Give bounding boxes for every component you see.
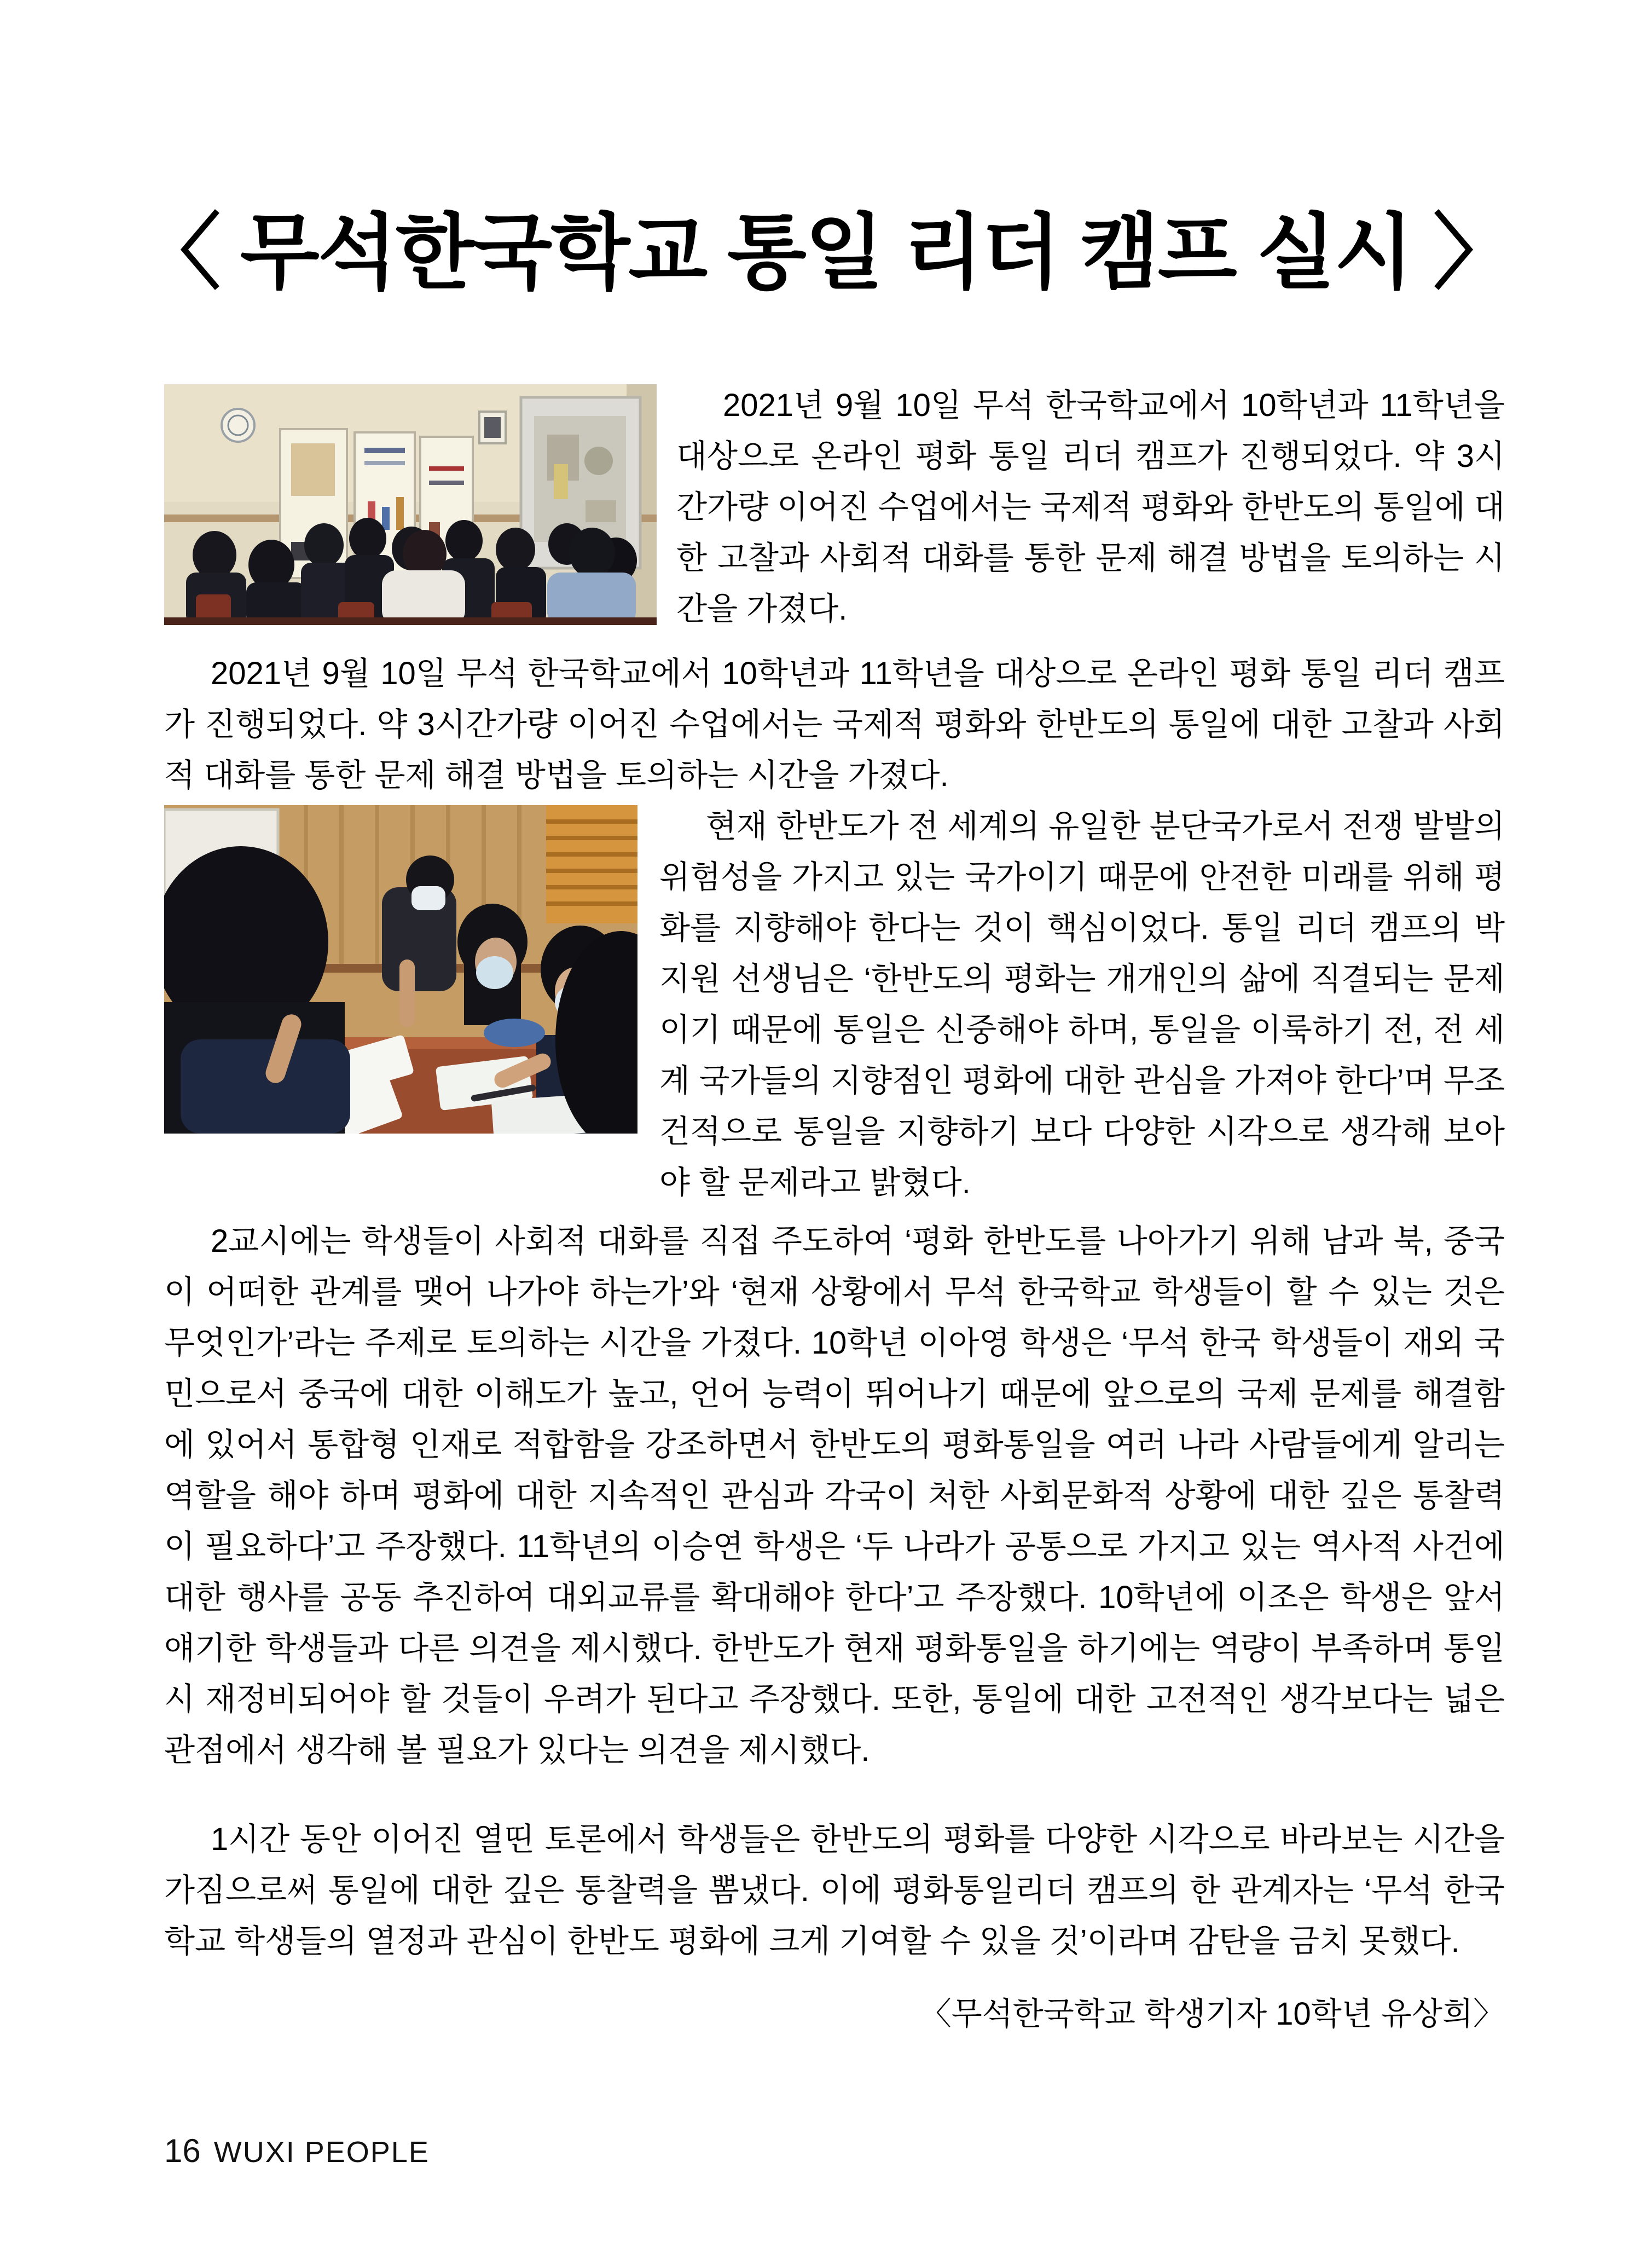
group-discussion-photo	[164, 805, 637, 1134]
discussion-section	[164, 801, 1505, 1208]
classroom-lecture-photo	[164, 384, 657, 625]
article-body	[164, 380, 1505, 2039]
lead-paragraph: 2021년 9월 10일 무석 한국학교에서 10학년과 11학년을 대상으로 온라인 평화 통일 리더 캠프가 진행되었다. 약 3시간가량 이어진 수업에서는 국제적 평화와 한반도의 통일에 대한 고찰과 사회적 대화를 통한 문제 해결 방법을 토의하는 시간을 가졌다.	[676, 387, 1505, 627]
byline: 〈무석한국학교 학생기자 10학년 유상희〉	[919, 1996, 1505, 2032]
page-footer	[164, 2132, 430, 2170]
discussion-photo-illustration	[164, 805, 637, 1134]
paragraph-3: 현재 한반도가 전 세계의 유일한 분단국가로서 전쟁 발발의 위험성을 가지고 있는 국가이기 때문에 안전한 미래를 위해 평화를 지향해야 한다는 것이 핵심이었다. 통일 리더 캠프의 박지원 선생님은 ‘한반도의 평화는 개개인의 삶에 직결되는 문제이기 때문에 통일은 신중해야 하며, 통일을 이룩하기 전, 전 세계 국가들의 지향점인 평화에 대한 관심을 가져야 한다’며 무조건적으로 통일을 지향하기 보다 다양한 시각으로 생각해 보아야 할 문제라고 밝혔다.	[659, 808, 1505, 1200]
article-title: 〈 무석한국학교 통일 리더 캠프 실시 〉	[138, 206, 1514, 298]
page-number: 16	[164, 2132, 201, 2169]
lead-section	[164, 380, 1505, 634]
paragraph-4: 2교시에는 학생들이 사회적 대화를 직접 주도하여 ‘평화 한반도를 나아가기 위해 남과 북, 중국이 어떠한 관계를 맺어 나가야 하는가’와 ‘현재 상황에서 무석 한국학교 학생들이 할 수 있는 것은 무엇인가’라는 주제로 토의하는 시간을 가졌다. 10학년 이아영 학생은 ‘무석 한국 학생들이 재외 국민으로서 중국에 대한 이해도가 높고, 언어 능력이 뛰어나기 때문에 앞으로의 국제 문제를 해결함에 있어서 통합형 인재로 적합함을 강조하면서 한반도의 평화통일을 여러 나라 사람들에게 알리는 역할을 해야 하며 평화에 대한 지속적인 관심과 각국이 처한 사회문화적 상황에 대한 깊은 통찰력이 필요하다’고 주장했다. 11학년의 이승연 학생은 ‘두 나라가 공통으로 가지고 있는 역사적 사건에 대한 행사를 공동 추진하여 대외교류를 확대해야 한다’고 주장했다. 10학년에 이조은 학생은 앞서 얘기한 학생들과 다른 의견을 제시했다. 한반도가 현재 평화통일을 하기에는 역량이 부족하며 통일 시 재정비되어야 할 것들이 우려가 된다고 주장했다. 또한, 통일에 대한 고전적인 생각보다는 넓은 관점에서 생각해 볼 필요가 있다는 의견을 제시했다.	[164, 1223, 1505, 1768]
paragraph-5: 1시간 동안 이어진 열띤 토론에서 학생들은 한반도의 평화를 다양한 시각으로 바라보는 시간을 가짐으로써 통일에 대한 깊은 통찰력을 뽐냈다. 이에 평화통일리더 캠프의 한 관계자는 ‘무석 한국학교 학생들의 열정과 관심이 한반도 평화에 크게 기여할 수 있을 것’이라며 감탄을 금치 못했다.	[164, 1821, 1505, 1959]
magazine-name: WUXI PEOPLE	[213, 2136, 430, 2169]
classroom-photo-illustration	[164, 384, 657, 625]
paragraph-2: 2021년 9월 10일 무석 한국학교에서 10학년과 11학년을 대상으로 온라인 평화 통일 리더 캠프가 진행되었다. 약 3시간가량 이어진 수업에서는 국제적 평화와 한반도의 통일에 대한 고찰과 사회적 대화를 통한 문제 해결 방법을 토의하는 시간을 가졌다.	[164, 655, 1505, 793]
